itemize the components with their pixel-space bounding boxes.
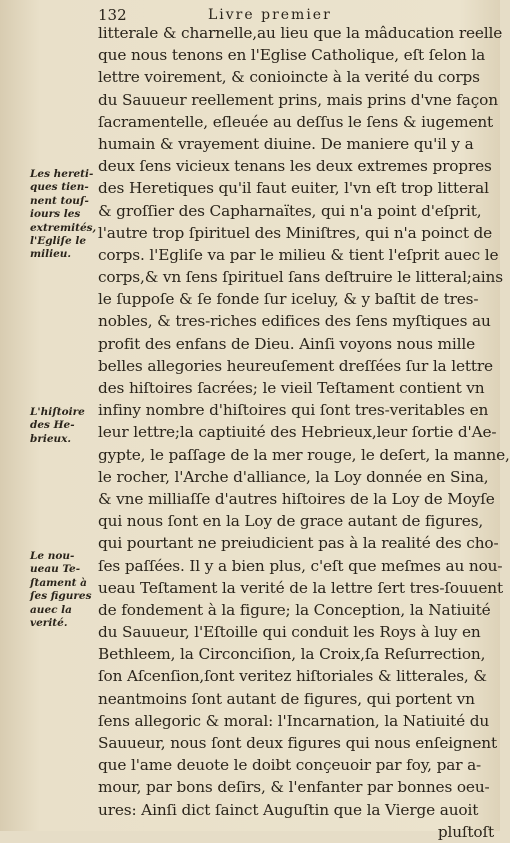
text-line: infiny nombre d'hiſtoires qui ſont tres-veritables en (98, 401, 489, 420)
text-line: belles allegories heureuſement dreſſées ſur la lettre (98, 356, 493, 375)
text-line: leur lettre;la captiuité des Hebrieux,leur ſortie d'Ae- (98, 423, 497, 442)
text-line: corps,& vn ſens ſpirituel ſans deſtruire le litteral;ains (98, 268, 503, 287)
text-line: & groſſier des Capharnaïtes, qui n'a point d'eſprit, (98, 201, 482, 220)
page-number: 132 (98, 6, 127, 24)
gloss-line: ueau Te- (30, 563, 81, 576)
text-line: qui nous ſont en la Loy de grace autant de figures, (98, 512, 484, 531)
gloss-line: nent touſ- (30, 194, 89, 207)
main-text-block (98, 22, 510, 843)
margin-gloss-heretics (30, 168, 97, 262)
text-line: mour, par bons deſirs, & l'enfanter par bonnes oeu- (98, 778, 490, 797)
catchword: pluſtoſt (437, 822, 494, 841)
gloss-line: ſes figures (30, 590, 92, 603)
gloss-line: auec la (30, 603, 72, 616)
text-line: le ſuppoſe & ſe fonde ſur iceluy, & y baſtit de tres- (98, 290, 479, 309)
text-line: ſon Aſcenſion,ſont veritez hiſtoriales & litterales, & (98, 667, 487, 686)
text-line: ueau Teſtament la verité de la lettre ſert tres-ſouuent (98, 578, 503, 597)
text-line: neantmoins ſont autant de figures, qui portent vn (98, 689, 475, 708)
text-line: Sauueur, nous ſont deux figures qui nous enſeignent (98, 734, 497, 752)
text-line: que nous tenons en l'Eglise Catholique, eſt ſelon la (98, 46, 486, 65)
text-line: le rocher, l'Arche d'alliance, la Loy donnée en Sina, (98, 467, 489, 486)
running-title: Livre premier (208, 7, 332, 23)
text-line: gypte, le paſſage de la mer rouge, le deſert, la manne, (98, 445, 510, 464)
text-line: ſens allegoric & moral: l'Incarnation, la Natiuité du (98, 711, 490, 730)
text-line: l'autre trop ſpirituel des Miniſtres, qui n'a poinct de (98, 223, 493, 242)
gloss-line: extremités, (30, 221, 97, 234)
text-line: des Heretiques qu'il faut euiter, l'vn eſt trop litteral (98, 179, 489, 198)
gloss-line: l'Egliſe le (30, 235, 87, 248)
text-line: Bethleem, la Circonciſion, la Croix,ſa Reſurrection, (98, 645, 486, 664)
gloss-line: des He- (30, 419, 75, 432)
text-line: des hiſtoires ſacrées; le vieil Teſtament contient vn (98, 379, 485, 397)
text-line: du Sauueur, l'Eſtoille qui conduit les Roys à luy en (98, 623, 481, 642)
text-line: ſes paſſées. Il y a bien plus, c'eſt que meſmes au nou- (98, 556, 503, 575)
margin-gloss-history (30, 406, 94, 446)
gloss-line: ques tien- (30, 181, 89, 194)
text-line: litterale & charnelle,au lieu que la mâducation reelle (98, 24, 503, 42)
text-line: ures: Ainſi dict ſainct Auguſtin que la Vierge auoit (98, 800, 479, 819)
text-line: lettre voirement, & conioincte à la verité du corps (98, 68, 480, 87)
text-line: humain & vrayement diuine. De maniere qu'il y a (98, 134, 474, 153)
text-line: deux ſens vicieux tenans les deux extremes propres (98, 157, 492, 176)
text-line: qui pourtant ne preiudicient pas à la realité des cho- (98, 534, 499, 553)
text-line: ſacramentelle, eſleuée au deſſus le ſens & iugement (98, 112, 494, 131)
gloss-line: brieux. (30, 432, 72, 445)
text-line: du Sauueur reellement prins, mais prins d'vne façon (98, 90, 498, 109)
gloss-line: L'hiſtoire (30, 406, 85, 418)
text-line: nobles, & tres-riches edifices des ſens myſtiques au (98, 312, 491, 331)
text-line: profit des enfans de Dieu. Ainſi voyons nous mille (98, 334, 476, 353)
text-line: corps. l'Egliſe va par le milieu & tient l'eſprit auec le (98, 245, 499, 264)
text-line: de fondement à la figure; la Conception, la Natiuité (98, 600, 491, 619)
gloss-line: iours les (30, 208, 81, 221)
gloss-line: ſtament à (30, 576, 87, 589)
text-line: que l'ame deuote le doibt conçeuoir par foy, par a- (98, 756, 482, 775)
gloss-line: Les hereti- (30, 168, 94, 180)
gloss-line: milieu. (30, 248, 72, 261)
margin-gloss-new-testament (30, 550, 94, 630)
gloss-line: verité. (30, 617, 68, 630)
gloss-line: Le nou- (30, 550, 75, 562)
text-line: & vne milliaſſe d'autres hiſtoires de la Loy de Moyſe (98, 489, 495, 508)
